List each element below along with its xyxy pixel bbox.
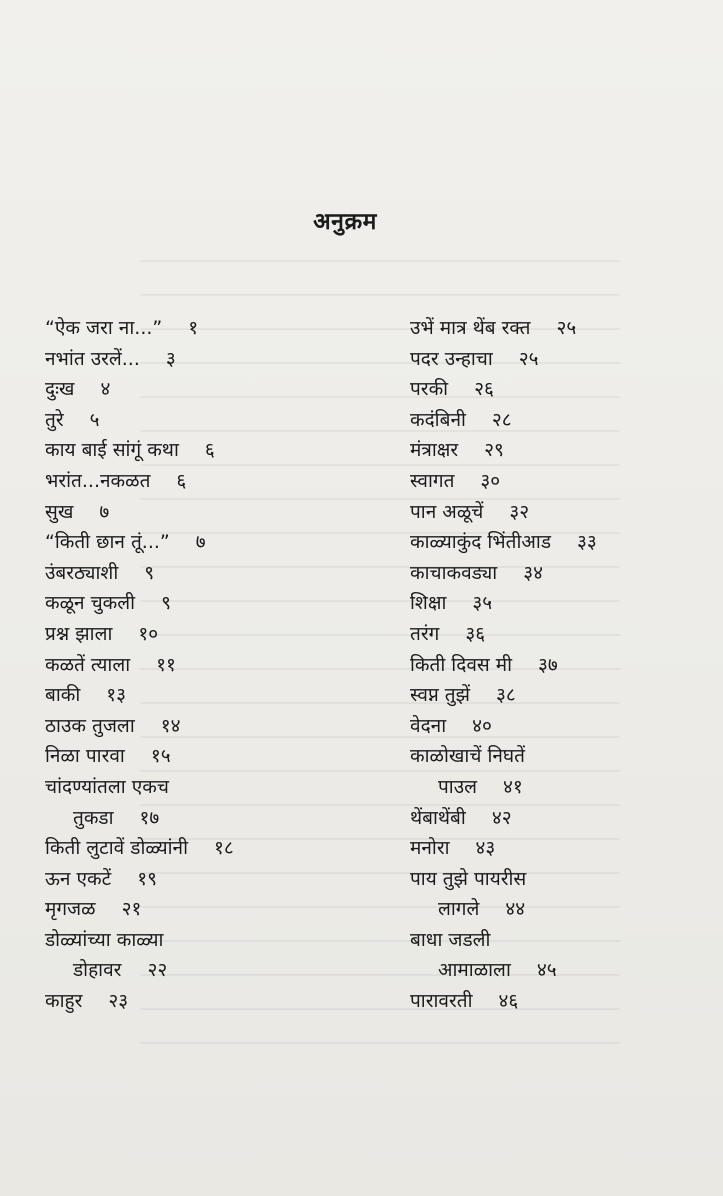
toc-entry [410, 405, 710, 436]
toc-entry-title-text: किती लुटावें डोळ्यांनी [45, 837, 188, 860]
toc-entry-title [410, 986, 710, 1017]
toc-entry-title-text: दुःख [45, 378, 75, 401]
toc-entry [45, 405, 365, 436]
toc-entry-title [45, 588, 365, 619]
toc-entry-title-continued [410, 894, 710, 925]
toc-entry-title-text: मृगजळ [45, 898, 96, 921]
toc-entry-title-text: मंत्राक्षर [410, 439, 459, 462]
toc-page-number: ३३ [577, 531, 597, 554]
toc-entry [45, 588, 365, 619]
toc-entry-title [410, 344, 710, 375]
toc-entry-title-text: आमाळाला [438, 959, 511, 982]
toc-entry-title-text: बाधा जडली [410, 928, 491, 951]
toc-entry-title-text: वेदना [410, 714, 447, 737]
toc-column-right [410, 313, 710, 1017]
toc-entry-title [45, 619, 365, 650]
page-title: अनुक्रम [313, 209, 377, 235]
toc-entry-title [45, 374, 365, 405]
toc-entry-title [410, 558, 710, 589]
toc-entry-title [45, 986, 365, 1017]
toc-entry [45, 527, 365, 558]
toc-entry [410, 650, 710, 681]
toc-entry-title [45, 313, 365, 344]
toc-page-number: १ [188, 317, 199, 339]
toc-entry-title-text: “किती छान तूं...” [45, 531, 170, 554]
toc-entry [410, 986, 710, 1017]
toc-page-number: ३० [480, 469, 501, 492]
toc-entry-title-text: कळतें त्याला [45, 653, 131, 676]
toc-page-number: ६ [176, 469, 187, 492]
toc-entry [410, 466, 710, 497]
toc-entry-title [45, 497, 365, 528]
toc-entry-title [45, 344, 365, 375]
toc-entry-title-text: तरंग [410, 622, 440, 645]
toc-entry-title-text: डोळ्यांच्या काळ्या [45, 928, 164, 951]
toc-page-number: १३ [106, 684, 127, 707]
toc-entry-title [410, 741, 710, 772]
toc-page-number: २१ [121, 898, 142, 921]
toc-page-number: ४१ [503, 775, 523, 798]
toc-entry-title [410, 497, 710, 528]
toc-entry-title [45, 894, 365, 925]
toc-entry-title [410, 803, 710, 834]
toc-entry-title [410, 711, 710, 742]
toc-entry-title-text: काचाकवड्या [410, 561, 498, 584]
toc-entry-title-text: स्वागत [410, 469, 455, 492]
toc-entry-title [45, 435, 365, 466]
toc-entry-title [45, 925, 365, 956]
toc-page-number: ६ [204, 439, 215, 462]
toc-entry-title-text: शिक्षा [410, 592, 447, 615]
toc-entry-title-text: कळून चुकली [45, 592, 136, 615]
toc-entry-title-text: बाकी [45, 684, 81, 707]
toc-page-number: ३८ [496, 684, 516, 707]
toc-entry-title [410, 650, 710, 681]
toc-entry-title-text: नभांत उरलें... [45, 347, 140, 370]
toc-entry-title-text: सुख [45, 500, 74, 523]
toc-entry-title [45, 680, 365, 711]
toc-entry [410, 741, 710, 802]
toc-entry-title-continued [45, 803, 365, 834]
toc-page-number: ७ [195, 531, 206, 554]
toc-entry [410, 497, 710, 528]
toc-page-number: १० [138, 622, 159, 645]
toc-page-number: २५ [518, 347, 539, 370]
toc-entry-title [45, 558, 365, 589]
toc-page-number: ३७ [538, 653, 558, 676]
toc-page-number: २३ [108, 990, 129, 1013]
toc-entry-title-text: काळोखाचें निघतें [410, 745, 525, 768]
toc-page-number: ४६ [498, 990, 519, 1013]
toc-entry [45, 925, 365, 986]
toc-entry-title-text: चांदण्यांतला एकच [45, 775, 169, 798]
toc-entry [410, 588, 710, 619]
toc-page-number: १८ [214, 837, 234, 860]
toc-entry-title [410, 405, 710, 436]
toc-entry-title-continued [45, 955, 365, 986]
toc-entry-title [410, 588, 710, 619]
toc-entry-title-text: किती दिवस मी [410, 653, 513, 676]
toc-entry-title [410, 374, 710, 405]
toc-entry [410, 374, 710, 405]
toc-entry [45, 986, 365, 1017]
toc-entry [45, 466, 365, 497]
toc-entry-title-continued [410, 955, 710, 986]
toc-page-number: ७ [99, 500, 110, 523]
toc-page-number: १७ [139, 806, 160, 829]
toc-page-number: २८ [491, 408, 512, 431]
toc-entry-title-text: पान अळूचें [410, 500, 484, 523]
toc-entry [45, 894, 365, 925]
toc-entry [410, 313, 710, 344]
toc-page-number: ९ [144, 561, 155, 584]
toc-page-number: ४५ [536, 959, 557, 982]
toc-page-number: ९ [161, 592, 171, 615]
toc-entry-title [45, 833, 365, 864]
toc-page-number: ३६ [465, 622, 486, 645]
toc-entry-title [45, 741, 365, 772]
toc-entry-title [410, 925, 710, 956]
toc-entry-title-text: तुरे [45, 408, 64, 431]
toc-entry [45, 497, 365, 528]
toc-entry [410, 925, 710, 986]
toc-entry [410, 619, 710, 650]
toc-page-number: ३२ [509, 500, 530, 523]
toc-page-number: ११ [156, 653, 176, 676]
toc-entry-title-text: मनोरा [410, 837, 450, 860]
toc-page-number: ४० [472, 714, 492, 737]
toc-entry-title-text: ठाउक तुजला [45, 714, 135, 737]
toc-page-number: १५ [150, 745, 171, 768]
toc-entry-title-text: थेंबाथेंबी [410, 806, 466, 829]
toc-page-number: ३४ [523, 561, 543, 584]
toc-entry-title [410, 466, 710, 497]
toc-entry-title-text: लागले [438, 898, 480, 921]
toc-entry [45, 558, 365, 589]
toc-page-number: ३५ [472, 592, 493, 615]
toc-entry-title [45, 527, 365, 558]
toc-page-number: १९ [137, 867, 157, 890]
toc-entry [45, 833, 365, 864]
toc-entry-title [45, 864, 365, 895]
toc-page-number: ५ [89, 408, 100, 431]
toc-entry [45, 772, 365, 833]
toc-entry-title [45, 711, 365, 742]
toc-entry-title-text: प्रश्न झाला [45, 622, 113, 645]
toc-entry-title-text: “ऐक जरा ना...” [45, 317, 163, 339]
toc-entry-title [410, 527, 710, 558]
toc-entry [45, 711, 365, 742]
toc-entry-title-text: डोहावर [73, 959, 122, 982]
toc-page-number: ३ [165, 347, 176, 370]
toc-entry-title [410, 680, 710, 711]
toc-entry-title-text: स्वप्न तुझें [410, 684, 470, 707]
toc-entry-title-text: तुकडा [73, 806, 114, 829]
toc-entry [410, 527, 710, 558]
toc-entry-title-continued [410, 772, 710, 803]
toc-entry [45, 650, 365, 681]
toc-entry [410, 803, 710, 834]
toc-entry [410, 558, 710, 589]
toc-entry [45, 344, 365, 375]
toc-entry [45, 741, 365, 772]
toc-entry-title [45, 466, 365, 497]
toc-entry [45, 374, 365, 405]
toc-entry-title-text: उभें मात्र थेंब रक्त [410, 317, 531, 339]
toc-page-number: २६ [474, 378, 494, 401]
toc-page-number: ४३ [475, 837, 496, 860]
toc-entry-title-text: पारावरती [410, 990, 473, 1013]
toc-entry-title-text: पदर उन्हाचा [410, 347, 493, 370]
toc-page-number: १४ [160, 714, 181, 737]
toc-entry-title [410, 313, 710, 344]
toc-entry [410, 680, 710, 711]
toc-entry [410, 864, 710, 925]
toc-entry-title-text: काळ्याकुंद भिंतीआड [410, 531, 551, 554]
toc-entry-title-text: ऊन एकटें [45, 867, 112, 890]
toc-page-number: २२ [147, 959, 168, 982]
toc-entry-title-text: परकी [410, 378, 449, 401]
toc-entry-title-text: भरांत...नकळत [45, 469, 151, 492]
toc-entry [45, 619, 365, 650]
toc-entry [45, 680, 365, 711]
toc-entry [45, 435, 365, 466]
toc-entry [45, 313, 365, 344]
toc-entry [410, 833, 710, 864]
toc-page-number: ४४ [505, 898, 526, 921]
toc-page-number: ४ [100, 378, 111, 401]
toc-entry-title [45, 772, 365, 803]
toc-entry-title-text: कदंबिनी [410, 408, 466, 431]
toc-entry-title-text: पाय तुझे पायरीस [410, 867, 527, 890]
toc-entry-title-text: निळा पारवा [45, 745, 125, 768]
toc-entry-title-text: पाउल [438, 775, 478, 798]
toc-entry-title [45, 405, 365, 436]
toc-entry-title [410, 619, 710, 650]
toc-entry-title [410, 833, 710, 864]
toc-entry [45, 864, 365, 895]
toc-page-number: २५ [556, 317, 577, 339]
toc-entry-title [410, 435, 710, 466]
toc-entry-title-text: काहुर [45, 990, 83, 1013]
toc-entry [410, 435, 710, 466]
toc-page-number: २९ [484, 439, 504, 462]
toc-entry-title [410, 864, 710, 895]
toc-entry [410, 711, 710, 742]
toc-entry-title-text: काय बाई सांगूं कथा [45, 439, 179, 462]
toc-entry-title [45, 650, 365, 681]
toc-page-number: ४२ [491, 806, 512, 829]
toc-entry-title-text: उंबरठ्याशी [45, 561, 119, 584]
toc-column-left [45, 313, 365, 1017]
toc-entry [410, 344, 710, 375]
